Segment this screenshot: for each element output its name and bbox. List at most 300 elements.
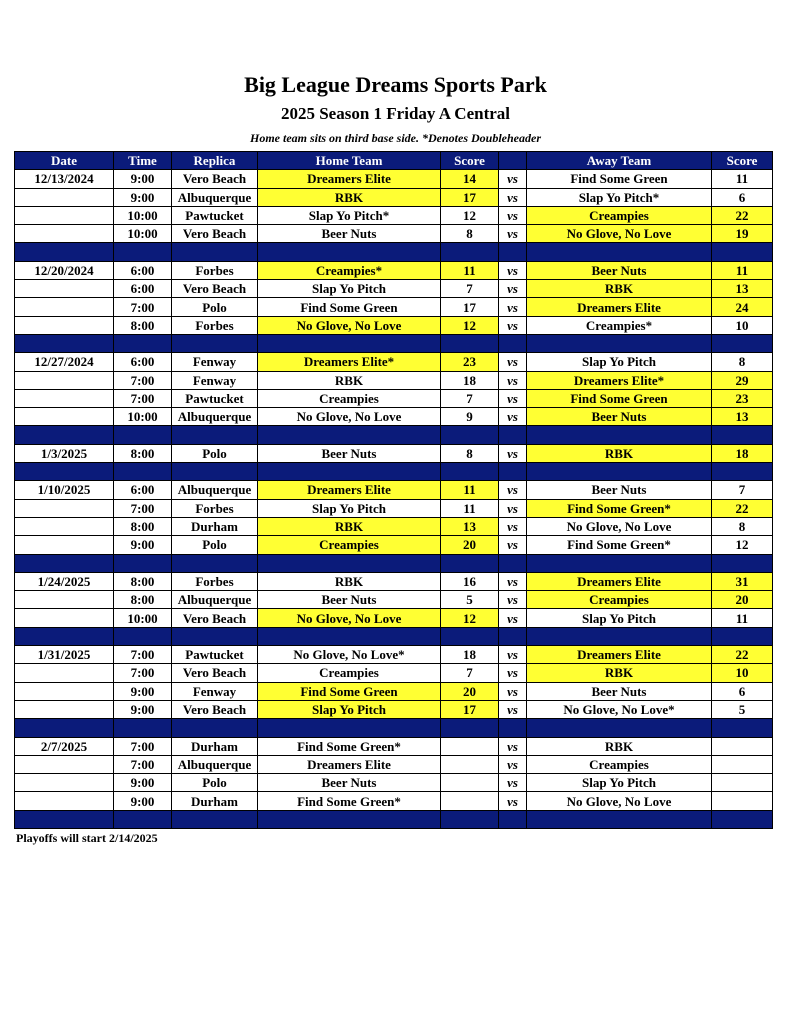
page-title: Big League Dreams Sports Park <box>244 72 547 97</box>
home-team-cell: Dreamers Elite <box>258 481 441 499</box>
home-score-cell: 11 <box>441 481 499 499</box>
away-team-cell: Slap Yo Pitch <box>527 609 712 627</box>
home-score-cell <box>441 792 499 810</box>
date-cell: 1/10/2025 <box>15 481 114 499</box>
vs-cell: vs <box>499 792 527 810</box>
replica-cell: Fenway <box>172 371 258 389</box>
separator-cell <box>114 627 172 645</box>
home-score-cell: 8 <box>441 225 499 243</box>
away-team-cell: Beer Nuts <box>527 481 712 499</box>
away-score-cell: 8 <box>712 517 773 535</box>
separator-cell <box>114 554 172 572</box>
separator-cell <box>527 810 712 828</box>
vs-cell: vs <box>499 682 527 700</box>
game-row <box>15 389 773 407</box>
away-score-cell: 10 <box>712 664 773 682</box>
date-cell <box>15 499 114 517</box>
away-team-cell: RBK <box>527 664 712 682</box>
time-cell: 9:00 <box>114 682 172 700</box>
separator-cell <box>114 334 172 352</box>
away-score-cell: 29 <box>712 371 773 389</box>
replica-cell: Albuquerque <box>172 755 258 773</box>
home-score-cell: 11 <box>441 499 499 517</box>
time-cell: 10:00 <box>114 609 172 627</box>
date-cell <box>15 792 114 810</box>
home-score-cell: 7 <box>441 389 499 407</box>
home-score-cell: 18 <box>441 646 499 664</box>
away-team-cell: No Glove, No Love* <box>527 700 712 718</box>
away-score-cell: 5 <box>712 700 773 718</box>
game-row <box>15 737 773 755</box>
separator-cell <box>258 719 441 737</box>
home-score-cell: 13 <box>441 517 499 535</box>
game-row <box>15 591 773 609</box>
home-team-cell: Beer Nuts <box>258 774 441 792</box>
vs-cell: vs <box>499 609 527 627</box>
replica-cell: Vero Beach <box>172 170 258 188</box>
separator-cell <box>114 243 172 261</box>
replica-cell: Vero Beach <box>172 609 258 627</box>
time-cell: 9:00 <box>114 700 172 718</box>
game-row <box>15 408 773 426</box>
away-score-cell: 22 <box>712 499 773 517</box>
col-header-away-score: Score <box>712 152 773 170</box>
home-team-cell: Slap Yo Pitch <box>258 280 441 298</box>
header-row <box>15 152 773 170</box>
separator-cell <box>15 334 114 352</box>
replica-cell: Pawtucket <box>172 646 258 664</box>
page-subtitle: 2025 Season 1 Friday A Central <box>280 104 511 123</box>
vs-cell: vs <box>499 261 527 279</box>
replica-cell: Polo <box>172 774 258 792</box>
separator-cell <box>499 426 527 444</box>
home-score-cell <box>441 737 499 755</box>
separator-cell <box>258 463 441 481</box>
date-cell <box>15 664 114 682</box>
replica-cell: Polo <box>172 298 258 316</box>
game-row <box>15 353 773 371</box>
game-row <box>15 298 773 316</box>
vs-cell: vs <box>499 536 527 554</box>
game-row <box>15 170 773 188</box>
col-header-vs <box>499 152 527 170</box>
col-header-time: Time <box>114 152 172 170</box>
home-score-cell: 17 <box>441 188 499 206</box>
home-team-cell: No Glove, No Love <box>258 408 441 426</box>
away-team-cell: Find Some Green <box>527 170 712 188</box>
replica-cell: Albuquerque <box>172 188 258 206</box>
schedule-table <box>14 151 773 829</box>
vs-cell: vs <box>499 371 527 389</box>
game-row <box>15 444 773 462</box>
replica-cell: Vero Beach <box>172 280 258 298</box>
away-team-cell: No Glove, No Love <box>527 792 712 810</box>
away-score-cell: 31 <box>712 572 773 590</box>
away-team-cell: No Glove, No Love <box>527 517 712 535</box>
week-separator <box>15 426 773 444</box>
away-team-cell: RBK <box>527 280 712 298</box>
home-team-cell: Find Some Green <box>258 682 441 700</box>
separator-cell <box>441 334 499 352</box>
home-score-cell: 17 <box>441 298 499 316</box>
game-row <box>15 517 773 535</box>
home-team-cell: Dreamers Elite <box>258 755 441 773</box>
vs-cell: vs <box>499 316 527 334</box>
separator-cell <box>172 426 258 444</box>
vs-cell: vs <box>499 664 527 682</box>
replica-cell: Albuquerque <box>172 591 258 609</box>
week-separator <box>15 463 773 481</box>
vs-cell: vs <box>499 755 527 773</box>
away-score-cell: 11 <box>712 170 773 188</box>
time-cell: 7:00 <box>114 755 172 773</box>
away-team-cell: No Glove, No Love <box>527 225 712 243</box>
separator-cell <box>441 719 499 737</box>
separator-cell <box>441 810 499 828</box>
schedule-note: Home team sits on third base side. *Denotes Doubleheader <box>250 131 541 145</box>
date-cell: 12/13/2024 <box>15 170 114 188</box>
away-score-cell: 22 <box>712 206 773 224</box>
home-team-cell: Slap Yo Pitch <box>258 499 441 517</box>
vs-cell: vs <box>499 444 527 462</box>
away-team-cell: Dreamers Elite <box>527 298 712 316</box>
col-header-away-team: Away Team <box>527 152 712 170</box>
separator-cell <box>15 554 114 572</box>
separator-cell <box>441 426 499 444</box>
game-row <box>15 609 773 627</box>
vs-cell: vs <box>499 591 527 609</box>
separator-cell <box>172 719 258 737</box>
time-cell: 6:00 <box>114 261 172 279</box>
vs-cell: vs <box>499 280 527 298</box>
away-team-cell: Creampies <box>527 206 712 224</box>
away-score-cell: 13 <box>712 280 773 298</box>
away-score-cell <box>712 755 773 773</box>
away-score-cell: 19 <box>712 225 773 243</box>
date-cell <box>15 682 114 700</box>
week-separator <box>15 719 773 737</box>
home-team-cell: No Glove, No Love <box>258 316 441 334</box>
week-separator <box>15 554 773 572</box>
date-cell <box>15 408 114 426</box>
date-cell: 12/20/2024 <box>15 261 114 279</box>
vs-cell: vs <box>499 774 527 792</box>
time-cell: 8:00 <box>114 572 172 590</box>
vs-cell: vs <box>499 572 527 590</box>
week-separator <box>15 334 773 352</box>
date-cell <box>15 371 114 389</box>
away-team-cell: Dreamers Elite <box>527 572 712 590</box>
home-team-cell: Beer Nuts <box>258 444 441 462</box>
game-row <box>15 206 773 224</box>
vs-cell: vs <box>499 408 527 426</box>
home-team-cell: RBK <box>258 517 441 535</box>
time-cell: 6:00 <box>114 481 172 499</box>
separator-cell <box>499 627 527 645</box>
time-cell: 10:00 <box>114 225 172 243</box>
vs-cell: vs <box>499 481 527 499</box>
replica-cell: Vero Beach <box>172 225 258 243</box>
home-score-cell: 18 <box>441 371 499 389</box>
date-cell <box>15 206 114 224</box>
vs-cell: vs <box>499 646 527 664</box>
separator-cell <box>499 334 527 352</box>
away-score-cell: 22 <box>712 646 773 664</box>
home-team-cell: RBK <box>258 188 441 206</box>
home-team-cell: Slap Yo Pitch* <box>258 206 441 224</box>
away-score-cell: 11 <box>712 261 773 279</box>
time-cell: 9:00 <box>114 536 172 554</box>
time-cell: 8:00 <box>114 316 172 334</box>
vs-cell: vs <box>499 737 527 755</box>
time-cell: 9:00 <box>114 774 172 792</box>
replica-cell: Durham <box>172 737 258 755</box>
separator-cell <box>499 463 527 481</box>
date-cell <box>15 280 114 298</box>
date-cell: 1/24/2025 <box>15 572 114 590</box>
home-team-cell: Creampies* <box>258 261 441 279</box>
date-cell <box>15 225 114 243</box>
separator-cell <box>114 810 172 828</box>
home-score-cell: 8 <box>441 444 499 462</box>
game-row <box>15 481 773 499</box>
separator-cell <box>172 554 258 572</box>
separator-cell <box>258 554 441 572</box>
game-row <box>15 572 773 590</box>
separator-cell <box>114 719 172 737</box>
separator-cell <box>499 719 527 737</box>
separator-cell <box>499 810 527 828</box>
separator-cell <box>441 243 499 261</box>
replica-cell: Albuquerque <box>172 481 258 499</box>
separator-cell <box>527 463 712 481</box>
replica-cell: Forbes <box>172 499 258 517</box>
separator-cell <box>527 719 712 737</box>
game-row <box>15 371 773 389</box>
away-team-cell: Creampies <box>527 591 712 609</box>
time-cell: 9:00 <box>114 170 172 188</box>
separator-cell <box>258 243 441 261</box>
home-team-cell: Dreamers Elite* <box>258 353 441 371</box>
home-score-cell: 12 <box>441 609 499 627</box>
away-team-cell: RBK <box>527 444 712 462</box>
time-cell: 7:00 <box>114 664 172 682</box>
game-row <box>15 755 773 773</box>
away-score-cell: 20 <box>712 591 773 609</box>
time-cell: 6:00 <box>114 280 172 298</box>
separator-cell <box>172 627 258 645</box>
away-team-cell: Slap Yo Pitch <box>527 353 712 371</box>
home-score-cell: 12 <box>441 206 499 224</box>
separator-cell <box>712 243 773 261</box>
separator-cell <box>15 627 114 645</box>
game-row <box>15 188 773 206</box>
home-team-cell: Creampies <box>258 389 441 407</box>
replica-cell: Pawtucket <box>172 206 258 224</box>
vs-cell: vs <box>499 700 527 718</box>
home-team-cell: Beer Nuts <box>258 591 441 609</box>
time-cell: 8:00 <box>114 444 172 462</box>
separator-cell <box>527 243 712 261</box>
away-team-cell: Find Some Green <box>527 389 712 407</box>
vs-cell: vs <box>499 225 527 243</box>
separator-cell <box>712 719 773 737</box>
col-header-date: Date <box>15 152 114 170</box>
game-row <box>15 536 773 554</box>
vs-cell: vs <box>499 517 527 535</box>
separator-cell <box>527 554 712 572</box>
replica-cell: Vero Beach <box>172 700 258 718</box>
separator-cell <box>172 463 258 481</box>
home-score-cell: 20 <box>441 536 499 554</box>
separator-cell <box>172 334 258 352</box>
game-row <box>15 225 773 243</box>
time-cell: 6:00 <box>114 353 172 371</box>
time-cell: 7:00 <box>114 737 172 755</box>
away-score-cell: 6 <box>712 682 773 700</box>
away-team-cell: Beer Nuts <box>527 261 712 279</box>
separator-cell <box>15 463 114 481</box>
game-row <box>15 774 773 792</box>
away-score-cell: 23 <box>712 389 773 407</box>
separator-cell <box>527 627 712 645</box>
separator-cell <box>712 426 773 444</box>
separator-cell <box>527 334 712 352</box>
away-team-cell: Dreamers Elite <box>527 646 712 664</box>
date-cell: 2/7/2025 <box>15 737 114 755</box>
time-cell: 8:00 <box>114 591 172 609</box>
schedule-body <box>15 170 773 829</box>
date-cell: 12/27/2024 <box>15 353 114 371</box>
replica-cell: Durham <box>172 792 258 810</box>
vs-cell: vs <box>499 298 527 316</box>
replica-cell: Forbes <box>172 316 258 334</box>
home-score-cell: 7 <box>441 280 499 298</box>
away-score-cell: 8 <box>712 353 773 371</box>
home-team-cell: Dreamers Elite <box>258 170 441 188</box>
separator-cell <box>499 243 527 261</box>
home-team-cell: Find Some Green* <box>258 737 441 755</box>
replica-cell: Polo <box>172 536 258 554</box>
week-separator <box>15 243 773 261</box>
date-cell <box>15 755 114 773</box>
home-score-cell: 14 <box>441 170 499 188</box>
separator-cell <box>258 334 441 352</box>
home-score-cell: 17 <box>441 700 499 718</box>
home-team-cell: Creampies <box>258 664 441 682</box>
separator-cell <box>172 243 258 261</box>
date-cell <box>15 591 114 609</box>
date-cell <box>15 700 114 718</box>
home-team-cell: RBK <box>258 371 441 389</box>
date-cell <box>15 536 114 554</box>
game-row <box>15 700 773 718</box>
separator-cell <box>258 810 441 828</box>
time-cell: 8:00 <box>114 517 172 535</box>
time-cell: 7:00 <box>114 298 172 316</box>
game-row <box>15 682 773 700</box>
separator-cell <box>712 554 773 572</box>
away-score-cell: 13 <box>712 408 773 426</box>
away-team-cell: Beer Nuts <box>527 408 712 426</box>
away-score-cell: 10 <box>712 316 773 334</box>
separator-cell <box>258 627 441 645</box>
home-team-cell: Creampies <box>258 536 441 554</box>
separator-cell <box>712 334 773 352</box>
replica-cell: Albuquerque <box>172 408 258 426</box>
away-score-cell: 12 <box>712 536 773 554</box>
separator-cell <box>712 463 773 481</box>
separator-cell <box>527 426 712 444</box>
vs-cell: vs <box>499 188 527 206</box>
time-cell: 7:00 <box>114 499 172 517</box>
away-score-cell: 11 <box>712 609 773 627</box>
vs-cell: vs <box>499 389 527 407</box>
separator-cell <box>499 554 527 572</box>
date-cell <box>15 517 114 535</box>
date-cell: 1/31/2025 <box>15 646 114 664</box>
replica-cell: Forbes <box>172 261 258 279</box>
time-cell: 9:00 <box>114 792 172 810</box>
away-score-cell: 6 <box>712 188 773 206</box>
game-row <box>15 261 773 279</box>
home-score-cell <box>441 755 499 773</box>
date-cell <box>15 609 114 627</box>
home-score-cell: 11 <box>441 261 499 279</box>
home-score-cell: 23 <box>441 353 499 371</box>
away-team-cell: Dreamers Elite* <box>527 371 712 389</box>
game-row <box>15 792 773 810</box>
game-row <box>15 280 773 298</box>
home-team-cell: Find Some Green <box>258 298 441 316</box>
home-team-cell: RBK <box>258 572 441 590</box>
time-cell: 9:00 <box>114 188 172 206</box>
away-team-cell: RBK <box>527 737 712 755</box>
separator-cell <box>258 426 441 444</box>
replica-cell: Forbes <box>172 572 258 590</box>
time-cell: 7:00 <box>114 389 172 407</box>
vs-cell: vs <box>499 206 527 224</box>
time-cell: 7:00 <box>114 646 172 664</box>
col-header-replica: Replica <box>172 152 258 170</box>
home-score-cell: 5 <box>441 591 499 609</box>
separator-cell <box>712 627 773 645</box>
game-row <box>15 499 773 517</box>
separator-cell <box>15 719 114 737</box>
playoffs-note: Playoffs will start 2/14/2025 <box>16 831 158 845</box>
game-row <box>15 664 773 682</box>
separator-cell <box>441 627 499 645</box>
replica-cell: Fenway <box>172 682 258 700</box>
home-score-cell: 20 <box>441 682 499 700</box>
replica-cell: Polo <box>172 444 258 462</box>
replica-cell: Vero Beach <box>172 664 258 682</box>
date-cell <box>15 389 114 407</box>
time-cell: 7:00 <box>114 371 172 389</box>
away-score-cell: 24 <box>712 298 773 316</box>
separator-cell <box>172 810 258 828</box>
replica-cell: Fenway <box>172 353 258 371</box>
separator-cell <box>441 554 499 572</box>
home-team-cell: Slap Yo Pitch <box>258 700 441 718</box>
col-header-home-score: Score <box>441 152 499 170</box>
game-row <box>15 646 773 664</box>
home-score-cell <box>441 774 499 792</box>
home-score-cell: 9 <box>441 408 499 426</box>
vs-cell: vs <box>499 499 527 517</box>
separator-cell <box>712 810 773 828</box>
date-cell <box>15 774 114 792</box>
